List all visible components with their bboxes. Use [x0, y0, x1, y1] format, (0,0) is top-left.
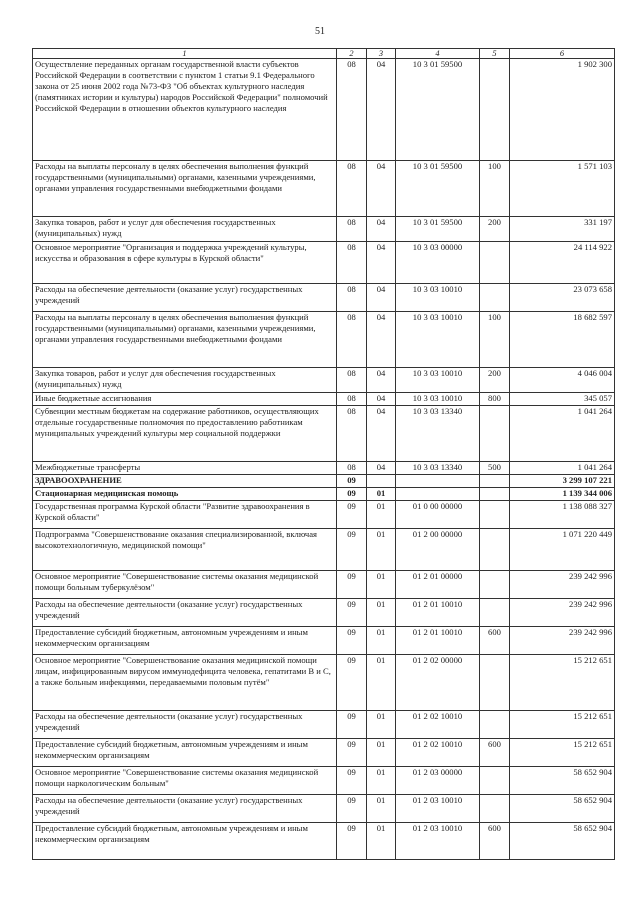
row-subsection: 01: [367, 767, 396, 795]
row-amount: 4 046 004: [510, 368, 615, 393]
row-description: Основное мероприятие "Совершенствование оказания медицинской помощи лицам, инфицированным вирусом иммунодефицита человека, гепатитами В и С, а также больным инфекциями, передаваемыми половым путём": [33, 655, 337, 711]
row-amount: 1 139 344 006: [510, 488, 615, 501]
row-target-code: 01 2 01 10010: [396, 627, 480, 655]
table-row: [33, 217, 615, 242]
row-subsection: 01: [367, 599, 396, 627]
row-subsection: 01: [367, 655, 396, 711]
row-description: Предоставление субсидий бюджетным, автономным учреждениям и иным некоммерческим организациям: [33, 739, 337, 767]
row-expense-type: [480, 501, 510, 529]
row-description: Предоставление субсидий бюджетным, автономным учреждениям и иным некоммерческим организациям: [33, 627, 337, 655]
table-row: [33, 823, 615, 860]
row-target-code: 10 3 03 00000: [396, 242, 480, 284]
table-header-row: [33, 49, 615, 59]
row-description: Межбюджетные трансферты: [33, 462, 337, 475]
row-amount: 15 212 651: [510, 711, 615, 739]
row-description: Расходы на выплаты персоналу в целях обеспечения выполнения функций государственными (муниципальными) органами, казенными учреждениями, органами управления государственными внебюджетными фондами: [33, 312, 337, 368]
header-col-3: 3: [367, 49, 396, 59]
row-section: 09: [337, 627, 367, 655]
row-description: Закупка товаров, работ и услуг для обеспечения государственных (муниципальных) нужд: [33, 368, 337, 393]
row-section: 08: [337, 368, 367, 393]
row-target-code: 10 3 03 13340: [396, 406, 480, 462]
row-target-code: 01 2 02 10010: [396, 739, 480, 767]
row-amount: 1 071 220 449: [510, 529, 615, 571]
row-expense-type: 500: [480, 462, 510, 475]
row-section: 09: [337, 767, 367, 795]
header-col-2: 2: [337, 49, 367, 59]
header-col-5: 5: [480, 49, 510, 59]
row-description: Осуществление переданных органам государственной власти субъектов Российской Федерации в соответствии с пунктом 1 статьи 9.1 Федерального закона от 25 июня 2002 года №73-ФЗ "Об объектах культурного наследия (памятниках истории и культуры) народов Российской Федерации" полномочий Российской Федерации в отношении объектов культурного наследия: [33, 59, 337, 161]
row-amount: 1 041 264: [510, 406, 615, 462]
row-expense-type: 100: [480, 312, 510, 368]
row-target-code: 10 3 01 59500: [396, 217, 480, 242]
row-description: Основное мероприятие "Совершенствование системы оказания медицинской помощи больным туберкулёзом": [33, 571, 337, 599]
row-subsection: 01: [367, 739, 396, 767]
row-amount: 1 902 300: [510, 59, 615, 161]
row-amount: 58 652 904: [510, 795, 615, 823]
row-description: Подпрограмма "Совершенствование оказания специализированной, включая высокотехнологичную, медицинской помощи": [33, 529, 337, 571]
table-row: [33, 284, 615, 312]
row-description: Закупка товаров, работ и услуг для обеспечения государственных (муниципальных) нужд: [33, 217, 337, 242]
header-col-4: 4: [396, 49, 480, 59]
header-col-1: 1: [33, 49, 337, 59]
page-number: 51: [315, 26, 325, 37]
table-row: [33, 368, 615, 393]
row-subsection: 04: [367, 312, 396, 368]
row-subsection: 04: [367, 161, 396, 217]
table-row: [33, 242, 615, 284]
row-target-code: [396, 475, 480, 488]
row-section: 09: [337, 599, 367, 627]
row-subsection: 04: [367, 217, 396, 242]
table-row: [33, 161, 615, 217]
row-target-code: 10 3 03 10010: [396, 368, 480, 393]
row-section: 09: [337, 655, 367, 711]
row-section: 08: [337, 393, 367, 406]
row-target-code: 01 2 03 10010: [396, 823, 480, 860]
row-subsection: 01: [367, 795, 396, 823]
row-target-code: 01 0 00 00000: [396, 501, 480, 529]
table-row: [33, 488, 615, 501]
row-target-code: 10 3 03 13340: [396, 462, 480, 475]
row-target-code: 01 2 02 10010: [396, 711, 480, 739]
row-section: 08: [337, 59, 367, 161]
row-amount: 1 571 103: [510, 161, 615, 217]
row-description: Основное мероприятие "Совершенствование системы оказания медицинской помощи наркологическим больным": [33, 767, 337, 795]
row-section: 08: [337, 161, 367, 217]
row-subsection: 01: [367, 488, 396, 501]
row-target-code: 01 2 01 10010: [396, 599, 480, 627]
row-section: 08: [337, 217, 367, 242]
table-row: [33, 655, 615, 711]
row-target-code: 01 2 01 00000: [396, 571, 480, 599]
row-expense-type: 100: [480, 161, 510, 217]
row-expense-type: [480, 711, 510, 739]
row-section: 08: [337, 462, 367, 475]
row-section: 09: [337, 488, 367, 501]
row-section: 09: [337, 501, 367, 529]
table-row: [33, 501, 615, 529]
table-row: [33, 59, 615, 161]
budget-table: [32, 48, 615, 860]
row-section: 09: [337, 711, 367, 739]
row-expense-type: 200: [480, 368, 510, 393]
table-row: [33, 462, 615, 475]
row-expense-type: [480, 655, 510, 711]
row-expense-type: [480, 767, 510, 795]
row-subsection: [367, 475, 396, 488]
row-subsection: 04: [367, 393, 396, 406]
row-amount: 239 242 996: [510, 599, 615, 627]
row-expense-type: [480, 529, 510, 571]
table-row: [33, 529, 615, 571]
row-target-code: 10 3 01 59500: [396, 161, 480, 217]
row-amount: 58 652 904: [510, 767, 615, 795]
header-col-6: 6: [510, 49, 615, 59]
row-expense-type: [480, 488, 510, 501]
row-section: 09: [337, 795, 367, 823]
row-amount: 239 242 996: [510, 627, 615, 655]
row-subsection: 01: [367, 501, 396, 529]
row-amount: 15 212 651: [510, 655, 615, 711]
row-amount: 239 242 996: [510, 571, 615, 599]
row-section: 08: [337, 312, 367, 368]
row-target-code: 01 2 02 00000: [396, 655, 480, 711]
row-target-code: 10 3 03 10010: [396, 393, 480, 406]
row-expense-type: [480, 599, 510, 627]
table-row: [33, 475, 615, 488]
row-expense-type: 200: [480, 217, 510, 242]
row-section: 08: [337, 284, 367, 312]
row-subsection: 04: [367, 368, 396, 393]
row-target-code: 01 2 03 00000: [396, 767, 480, 795]
row-expense-type: 600: [480, 627, 510, 655]
row-section: 09: [337, 823, 367, 860]
row-section: 09: [337, 529, 367, 571]
table-row: [33, 627, 615, 655]
row-description: Расходы на обеспечение деятельности (оказание услуг) государственных учреждений: [33, 599, 337, 627]
table-row: [33, 571, 615, 599]
row-description: Стационарная медицинская помощь: [33, 488, 337, 501]
row-expense-type: [480, 242, 510, 284]
table-row: [33, 767, 615, 795]
row-amount: 24 114 922: [510, 242, 615, 284]
row-target-code: 10 3 01 59500: [396, 59, 480, 161]
row-amount: 345 057: [510, 393, 615, 406]
row-description: Иные бюджетные ассигнования: [33, 393, 337, 406]
row-description: Государственная программа Курской области "Развитие здравоохранения в Курской области": [33, 501, 337, 529]
row-section: 09: [337, 571, 367, 599]
table-row: [33, 739, 615, 767]
table-row: [33, 393, 615, 406]
row-amount: 23 073 658: [510, 284, 615, 312]
row-subsection: 04: [367, 406, 396, 462]
row-subsection: 01: [367, 529, 396, 571]
row-description: Расходы на обеспечение деятельности (оказание услуг) государственных учреждений: [33, 711, 337, 739]
table-row: [33, 312, 615, 368]
row-subsection: 01: [367, 823, 396, 860]
row-expense-type: [480, 284, 510, 312]
row-expense-type: [480, 571, 510, 599]
row-description: Расходы на выплаты персоналу в целях обеспечения выполнения функций государственными (муниципальными) органами, казенными учреждениями, органами управления государственными внебюджетными фондами: [33, 161, 337, 217]
row-subsection: 04: [367, 59, 396, 161]
row-amount: 15 212 651: [510, 739, 615, 767]
row-description: ЗДРАВООХРАНЕНИЕ: [33, 475, 337, 488]
row-amount: 3 299 107 221: [510, 475, 615, 488]
row-expense-type: [480, 59, 510, 161]
row-amount: 331 197: [510, 217, 615, 242]
row-target-code: 01 2 00 00000: [396, 529, 480, 571]
row-section: 09: [337, 475, 367, 488]
row-expense-type: [480, 475, 510, 488]
row-expense-type: 800: [480, 393, 510, 406]
row-description: Расходы на обеспечение деятельности (оказание услуг) государственных учреждений: [33, 284, 337, 312]
row-expense-type: [480, 406, 510, 462]
row-target-code: [396, 488, 480, 501]
row-expense-type: 600: [480, 739, 510, 767]
row-expense-type: 600: [480, 823, 510, 860]
table-row: [33, 795, 615, 823]
row-description: Расходы на обеспечение деятельности (оказание услуг) государственных учреждений: [33, 795, 337, 823]
row-amount: 58 652 904: [510, 823, 615, 860]
row-subsection: 04: [367, 242, 396, 284]
row-section: 08: [337, 242, 367, 284]
row-section: 08: [337, 406, 367, 462]
row-amount: 1 041 264: [510, 462, 615, 475]
row-target-code: 01 2 03 10010: [396, 795, 480, 823]
row-target-code: 10 3 03 10010: [396, 312, 480, 368]
row-description: Субвенции местным бюджетам на содержание работников, осуществляющих отдельные государственные полномочия по предоставлению работникам муниципальных учреждений культуры мер социальной поддержки: [33, 406, 337, 462]
row-section: 09: [337, 739, 367, 767]
table-row: [33, 711, 615, 739]
row-description: Предоставление субсидий бюджетным, автономным учреждениям и иным некоммерческим организациям: [33, 823, 337, 860]
table-row: [33, 406, 615, 462]
row-description: Основное мероприятие "Организация и поддержка учреждений культуры, искусства и образования в сфере культуры в Курской области": [33, 242, 337, 284]
row-amount: 1 138 088 327: [510, 501, 615, 529]
table-row: [33, 599, 615, 627]
row-target-code: 10 3 03 10010: [396, 284, 480, 312]
row-subsection: 01: [367, 627, 396, 655]
row-expense-type: [480, 795, 510, 823]
row-subsection: 04: [367, 284, 396, 312]
row-subsection: 01: [367, 571, 396, 599]
row-subsection: 04: [367, 462, 396, 475]
row-amount: 18 682 597: [510, 312, 615, 368]
row-subsection: 01: [367, 711, 396, 739]
